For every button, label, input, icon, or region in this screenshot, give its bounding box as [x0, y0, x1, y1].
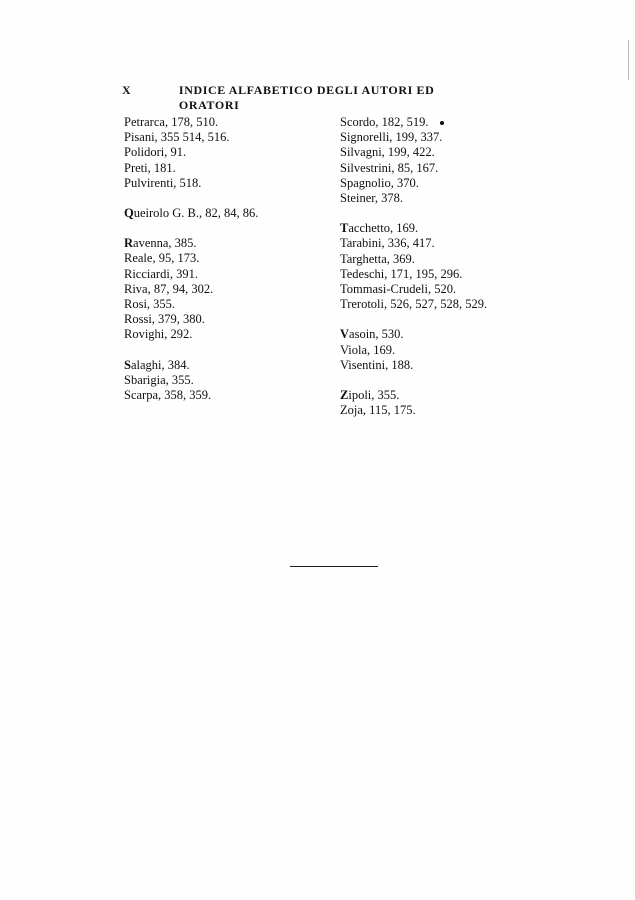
entry-text: Scarpa, 358, 359. — [124, 388, 212, 403]
index-letter-group — [340, 221, 487, 312]
index-entry — [340, 161, 487, 176]
entry-text: Rovighi, 292. — [124, 327, 193, 342]
index-entry — [340, 327, 487, 342]
index-entry — [124, 327, 258, 342]
entry-text: Rosi, 355. — [124, 297, 176, 312]
entry-text: Pisani, 355 514, 516. — [124, 130, 230, 145]
page-header — [122, 83, 482, 113]
index-entry — [340, 252, 487, 267]
entry-initial: Q — [124, 206, 134, 221]
entry-text: Preti, 181. — [124, 160, 176, 175]
entry-text: avenna, 385. — [133, 236, 197, 251]
entry-text: Sbarigia, 355. — [124, 372, 194, 387]
index-entry — [340, 130, 487, 145]
index-entry — [124, 130, 258, 145]
entry-text: Signorelli, 199, 337. — [340, 130, 443, 145]
index-entry — [124, 206, 258, 221]
index-entry — [340, 145, 487, 160]
index-entry — [124, 176, 258, 191]
index-letter-group — [124, 115, 258, 191]
index-letter-group — [124, 206, 258, 221]
index-entry — [124, 282, 258, 297]
index-column-left — [124, 115, 258, 418]
index-entry — [124, 236, 258, 251]
entry-text: Polidori, 91. — [124, 145, 187, 160]
index-entry — [340, 388, 487, 403]
index-entry — [124, 161, 258, 176]
index-entry — [124, 145, 258, 160]
entry-text: Scordo, 182, 519. — [340, 115, 429, 129]
page-title: INDICE ALFABETICO DEGLI AUTORI ED ORATORI — [178, 83, 435, 112]
entry-text: Petrarca, 178, 510. — [124, 115, 219, 129]
index-letter-group — [124, 236, 258, 342]
entry-text: Tedeschi, 171, 195, 296. — [340, 266, 463, 281]
page-edge-mark — [628, 40, 629, 80]
index-entry — [340, 403, 487, 418]
entry-text: acchetto, 169. — [348, 221, 419, 236]
entry-text: asoin, 530. — [349, 327, 404, 342]
index-entry — [340, 267, 487, 282]
entry-text: Riva, 87, 94, 302. — [124, 281, 214, 296]
index-entry — [340, 343, 487, 358]
index-entry — [124, 388, 258, 403]
index-column-right — [340, 115, 487, 433]
entry-text: Reale, 95, 173. — [124, 251, 200, 266]
entry-text: Trerotoli, 526, 527, 528, 529. — [340, 297, 488, 312]
entry-text: ipoli, 355. — [348, 388, 400, 403]
entry-text: Steiner, 378. — [340, 191, 404, 206]
page-number: X — [122, 83, 132, 97]
entry-text: Spagnolio, 370. — [340, 175, 419, 190]
entry-text: Viola, 169. — [340, 342, 396, 357]
index-entry — [124, 358, 258, 373]
index-entry — [340, 176, 487, 191]
index-entry — [124, 267, 258, 282]
ink-speck — [440, 121, 444, 125]
entry-text: Ricciardi, 391. — [124, 266, 198, 281]
entry-text: Targhetta, 369. — [340, 251, 415, 266]
index-entry — [340, 358, 487, 373]
index-letter-group — [340, 327, 487, 373]
index-entry — [124, 251, 258, 266]
index-entry — [124, 312, 258, 327]
entry-initial: V — [340, 327, 350, 342]
index-entry — [340, 282, 487, 297]
index-entry — [340, 221, 487, 236]
entry-text: Pulvirenti, 518. — [124, 175, 202, 190]
index-entry — [340, 297, 487, 312]
index-letter-group — [124, 358, 258, 404]
entry-text: ueirolo G. B., 82, 84, 86. — [133, 206, 259, 221]
index-entry — [124, 297, 258, 312]
entry-text: Tarabini, 336, 417. — [340, 236, 435, 251]
entry-text: alaghi, 384. — [130, 357, 190, 372]
entry-text: Zoja, 115, 175. — [340, 403, 416, 418]
index-entry — [124, 373, 258, 388]
index-letter-group — [340, 388, 487, 418]
entry-initial: S — [124, 357, 131, 372]
index-entry — [340, 191, 487, 206]
entry-text: Silvagni, 199, 422. — [340, 145, 435, 160]
index-entry — [340, 115, 487, 130]
entry-text: Visentini, 188. — [340, 357, 414, 372]
index-letter-group — [340, 115, 487, 206]
end-rule-divider — [290, 566, 378, 567]
entry-text: Silvestrini, 85, 167. — [340, 160, 439, 175]
entry-initial: T — [340, 221, 349, 236]
index-entry — [124, 115, 258, 130]
entry-text: Rossi, 379, 380. — [124, 312, 205, 327]
entry-initial: R — [124, 236, 134, 251]
entry-text: Tommasi-Crudeli, 520. — [340, 282, 457, 297]
index-entry — [340, 236, 487, 251]
entry-initial: Z — [340, 388, 349, 403]
